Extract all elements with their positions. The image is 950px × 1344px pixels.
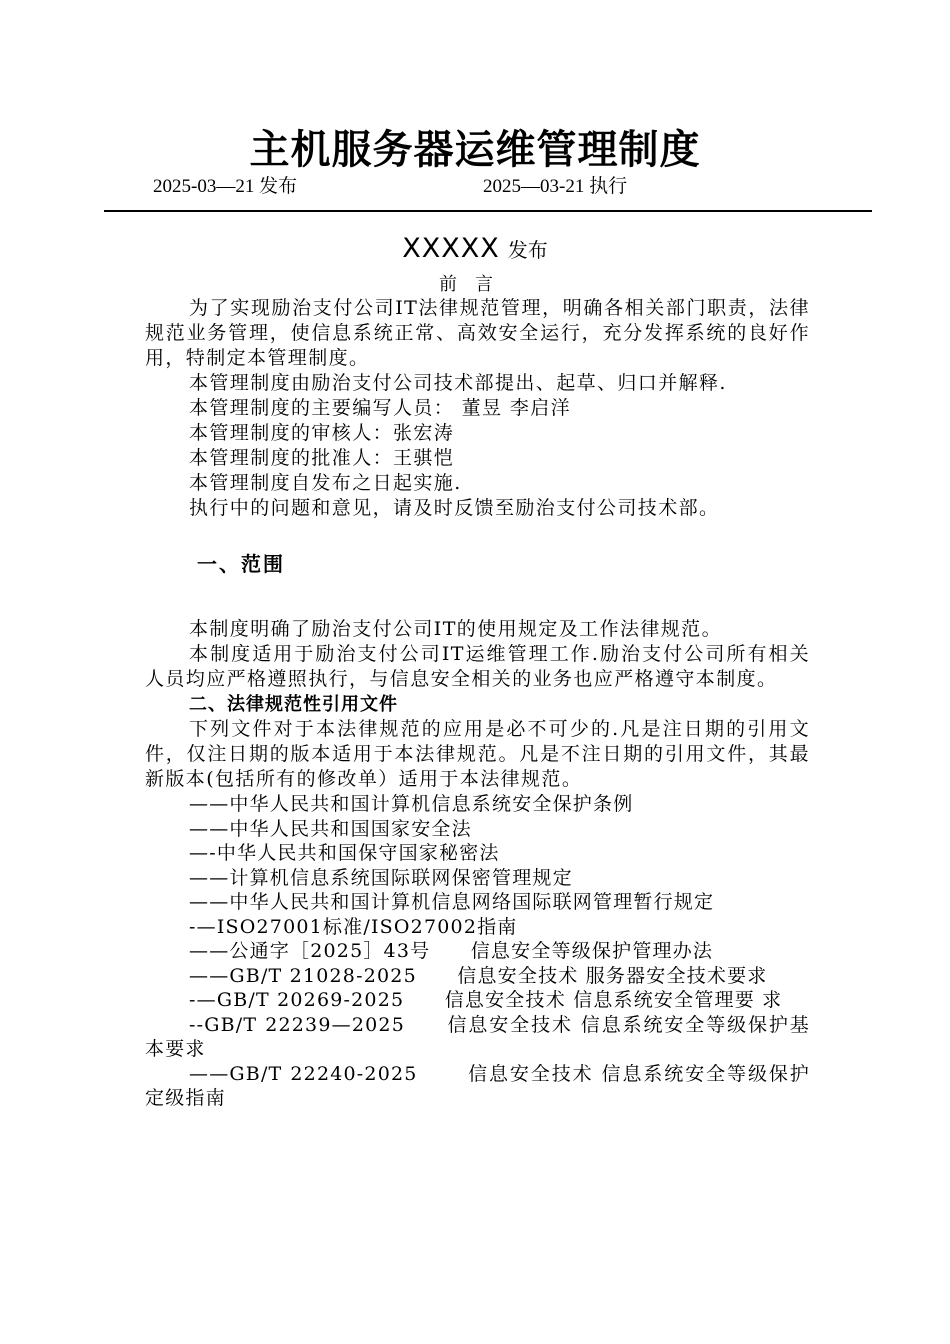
reference-item: -—ISO27001标准/ISO27002指南 (189, 915, 518, 938)
section-heading-references: 二、法律规范性引用文件 (189, 694, 398, 715)
spacer (145, 521, 810, 549)
spacer (145, 579, 810, 617)
foreword-paragraph: 本管理制度自发布之日起实施. (189, 472, 462, 494)
foreword-paragraph: 本管理制度的主要编写人员： 董昱 李启洋 (189, 397, 572, 419)
scope-paragraph: 本制度明确了励治支付公司IT的使用规定及工作法律规范。 (189, 618, 722, 640)
publish-date: 2025-03—21 发布 (153, 176, 298, 197)
references-intro: 下列文件对于本法律规范的应用是必不可少的.凡是注日期的引用文件，仅注日期的版本适用于本法律规范。凡是不注日期的引用文件，其最新版本(包括所有的修改单）适用于本法律规范。 (145, 718, 810, 790)
reference-item: ——GB/T 21028-2025 信息安全技术 服务器安全技术要求 (189, 964, 768, 987)
foreword-paragraph: 本管理制度由励治支付公司技术部提出、起草、归口并解释. (189, 372, 727, 394)
issuer-name: XXXXX (402, 233, 500, 264)
issuer-line (0, 232, 950, 267)
reference-item: ——中华人民共和国国家安全法 (189, 817, 472, 840)
reference-item: —-中华人民共和国保守国家秘密法 (189, 842, 500, 864)
reference-item: -—GB/T 20269-2025 信息安全技术 信息系统安全管理要 求 (189, 989, 783, 1011)
reference-item: ——中华人民共和国计算机信息系统安全保护条例 (189, 793, 634, 815)
foreword-paragraph: 执行中的问题和意见，请及时反馈至励治支付公司技术部。 (189, 497, 720, 519)
document-body (145, 296, 810, 1111)
foreword-paragraph: 本管理制度的批准人：王骐恺 (189, 447, 455, 469)
issuer-suffix: 发布 (507, 238, 548, 262)
section-heading-scope: 一、范围 (197, 552, 285, 576)
foreword-paragraph: 本管理制度的审核人：张宏涛 (189, 422, 455, 444)
execute-date: 2025—03-21 执行 (483, 176, 628, 197)
reference-item: --GB/T 22239—2025 信息安全技术 信息系统安全等级保护基本要求 (145, 1013, 810, 1060)
foreword-heading: 前言 (439, 274, 511, 295)
reference-item: ——GB/T 22240-2025 信息安全技术 信息系统安全等级保护定级指南 (145, 1062, 810, 1109)
scope-paragraph: 本制度适用于励治支付公司IT运维管理工作.励治支付公司所有相关人员均应严格遵照执行，与信息安全相关的业务也应严格遵守本制度。 (145, 643, 810, 690)
document-title: 主机服务器运维管理制度 (249, 127, 701, 173)
reference-item: ——公通字［2025］43号 信息安全等级保护管理办法 (189, 940, 714, 962)
reference-item: ——中华人民共和国计算机信息网络国际联网管理暂行规定 (189, 891, 715, 913)
foreword-paragraph: 为了实现励治支付公司IT法律规范管理，明确各相关部门职责，法律规范业务管理，使信息系统正常、高效安全运行，充分发挥系统的良好作用，特制定本管理制度。 (145, 297, 810, 369)
header-divider (104, 210, 872, 212)
reference-item: ——计算机信息系统国际联网保密管理规定 (189, 866, 573, 889)
